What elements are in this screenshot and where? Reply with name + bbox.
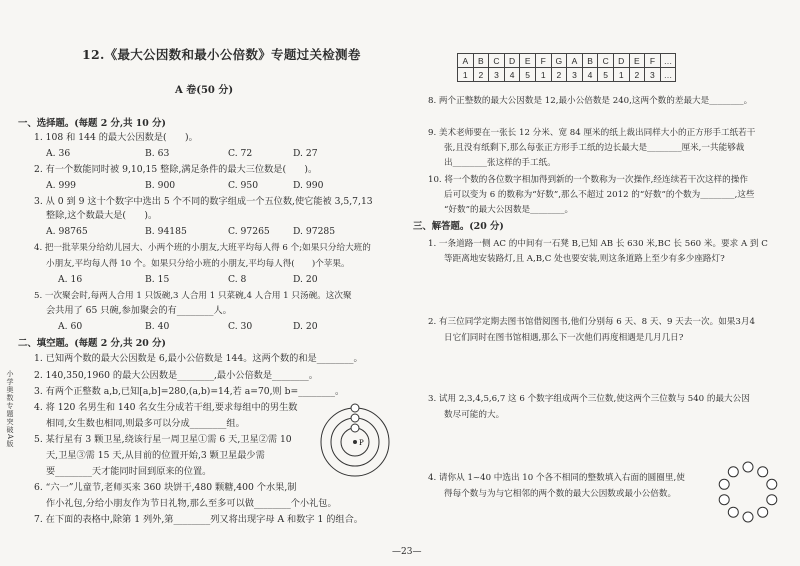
table-cell: 1 xyxy=(535,68,551,82)
s1-q3-opt-d: D. 97285 xyxy=(293,226,336,237)
table-cell: 4 xyxy=(582,68,598,82)
s1-q3-line2: 整除,这个数最大是( )。 xyxy=(46,210,158,221)
table-cell: E xyxy=(629,54,645,68)
table-cell: 2 xyxy=(551,68,567,82)
fill-q10-line3: “好数”的最大公因数是________。 xyxy=(444,205,574,215)
fill-q10-line2: 后可以变为 6 的数称为“好数”,那么不超过 2012 的“好数”的个数为________,这些 xyxy=(444,190,755,200)
table-cell: 1 xyxy=(458,68,474,82)
s1-q3-opt-b: B. 94185 xyxy=(145,226,187,237)
ring-circle xyxy=(767,495,777,505)
table-cell: E xyxy=(520,54,536,68)
ring-circle xyxy=(728,467,738,477)
table-cell: 2 xyxy=(629,68,645,82)
s3-q1-line2: 等距离地安装路灯,且 A,B,C 处也要安装,则这条道路上至少有多少座路灯? xyxy=(444,254,725,264)
table-cell: B xyxy=(473,54,489,68)
page-title: 12.《最大公因数和最小公倍数》专题过关检测卷 xyxy=(82,47,361,62)
table-cell: A xyxy=(458,54,474,68)
s2-line-7: 天,卫星③需 15 天,从目前的位置开始,3 颗卫星最少需 xyxy=(46,450,265,461)
s2-line-4: 4. 将 120 名男生和 140 名女生分成若干组,要求每组中的男生数 xyxy=(34,402,298,413)
s1-q4-opt-c: C. 8 xyxy=(228,274,247,285)
table-cell: 3 xyxy=(489,68,505,82)
s1-q4-opt-b: B. 15 xyxy=(145,274,170,285)
fill-q9-line2: 张,且没有纸剩下,那么每张正方形手工纸的边长最大是________厘米,一共能够裁 xyxy=(444,143,745,153)
s2-line-11: 7. 在下面的表格中,除第 1 列外,第________列又将出现字母 A 和数字 1 的组合。 xyxy=(34,514,363,525)
s1-q2: 2. 有一个数能同时被 9,10,15 整除,满足条件的最大三位数是( )。 xyxy=(34,164,318,175)
s2-line-6: 5. 某行星有 3 颗卫星,绕该行星一周卫星①需 6 天,卫星②需 10 xyxy=(34,434,292,445)
table-cell: F xyxy=(535,54,551,68)
table-cell: 4 xyxy=(504,68,520,82)
table-cell: 1 xyxy=(613,68,629,82)
s1-q5-opt-d: D. 20 xyxy=(293,321,318,332)
fill-q9-line3: 出________张这样的手工纸。 xyxy=(444,158,556,168)
fill-q9-line1: 9. 美术老师要在一张长 12 分米、宽 84 厘米的纸上裁出同样大小的正方形手工纸若干 xyxy=(428,128,756,138)
s1-q4-opt-d: D. 20 xyxy=(293,274,318,285)
s1-q3: 3. 从 0 到 9 这十个数字中选出 5 个不同的数字组成一个五位数,使它能被 3,5,7,13 xyxy=(34,196,373,207)
ring-circle xyxy=(728,507,738,517)
s2-line-8: 要________天才能同时回到原来的位置。 xyxy=(46,466,212,477)
s1-q1-opt-a: A. 36 xyxy=(46,148,71,159)
ring-circle xyxy=(743,462,753,472)
s1-q5: 5. 一次聚会时,每两人合用 1 只饭碗,3 人合用 1 只菜碗,4 人合用 1 只汤碗。这次聚 xyxy=(34,291,352,301)
s1-q4-line2: 小朋友,平均每人得 10 个。如果只分给小班的小朋友,平均每人得( )个苹果。 xyxy=(46,259,350,269)
orbit-figure xyxy=(318,394,392,486)
s2-line-5: 相同,女生数也相同,则最多可以分成________组。 xyxy=(46,418,245,429)
s1-q2-opt-b: B. 900 xyxy=(145,180,176,191)
table-cell: G xyxy=(551,54,567,68)
letter-number-table xyxy=(457,53,676,82)
s2-line-2: 2. 140,350,1960 的最大公因数是________,最小公倍数是________。 xyxy=(34,370,318,381)
table-cell: B xyxy=(582,54,598,68)
s2-line-10: 作小礼包,分给小朋友作为节日礼物,那么至多可以做________个小礼包。 xyxy=(46,498,337,509)
s1-q1: 1. 108 和 144 的最大公因数是( )。 xyxy=(34,132,198,143)
ring-circle xyxy=(767,479,777,489)
s1-q2-opt-d: D. 990 xyxy=(293,180,324,191)
s1-q1-opt-b: B. 63 xyxy=(145,148,170,159)
section3-heading: 三、解答题。(20 分) xyxy=(413,221,504,232)
ring-circle xyxy=(743,512,753,522)
section2-heading: 二、填空题。(每题 2 分,共 20 分) xyxy=(18,338,166,349)
table-cell: D xyxy=(504,54,520,68)
satellite-2 xyxy=(351,414,359,422)
s2-line-9: 6. “六一”儿童节,老师买来 360 块饼干,480 颗糖,400 个水果,制 xyxy=(34,482,297,493)
satellite-3 xyxy=(351,424,359,432)
table-cell: … xyxy=(660,68,676,82)
table-cell: 5 xyxy=(598,68,614,82)
paper-subtitle: A 卷(50 分) xyxy=(175,85,234,96)
s1-q5-opt-c: C. 30 xyxy=(228,321,253,332)
table-cell: 5 xyxy=(520,68,536,82)
ring-circle xyxy=(719,495,729,505)
s1-q5-opt-b: B. 40 xyxy=(145,321,170,332)
fill-q10-line1: 10. 将一个数的各位数字相加得到新的一个数称为一次操作,经连续若干次这样的操作 xyxy=(428,175,748,185)
s3-q2-line1: 2. 有三位同学定期去图书馆借阅图书,他们分别每 6 天、8 天、9 天去一次。如果3月4 xyxy=(428,317,755,327)
s3-q3-line1: 3. 试用 2,3,4,5,6,7 这 6 个数字组成两个三位数,使这两个三位数与 540 的最大公因 xyxy=(428,394,750,404)
s1-q4: 4. 把一批苹果分给幼儿园大、小两个班的小朋友,大班平均每人得 6 个;如果只分给大班的 xyxy=(34,243,371,253)
satellite-1 xyxy=(351,404,359,412)
table-cell: C xyxy=(598,54,614,68)
table-cell: … xyxy=(660,54,676,68)
table-row-letters xyxy=(458,54,676,68)
s1-q5-opt-a: A. 60 xyxy=(58,321,83,332)
s2-line-3: 3. 有两个正整数 a,b,已知[a,b]=280,(a,b)=14,若 a=70,则 b=________。 xyxy=(34,386,345,397)
table-cell: C xyxy=(489,54,505,68)
s3-q1-line1: 1. 一条道路一侧 AC 的中间有一石凳 B,已知 AB 长 630 米,BC 长 560 米。要求 A 到 C xyxy=(428,239,768,249)
s2-line-1: 1. 已知两个数的最大公因数是 6,最小公倍数是 144。这两个数的和是________。 xyxy=(34,353,363,364)
s1-q3-opt-a: A. 98765 xyxy=(46,226,88,237)
circle-ring-figure xyxy=(716,460,780,524)
table-cell: 2 xyxy=(473,68,489,82)
fill-q8: 8. 两个正整数的最大公因数是 12,最小公倍数是 240,这两个数的差最大是________。 xyxy=(428,96,753,106)
s1-q1-opt-c: C. 72 xyxy=(228,148,253,159)
ring-circle xyxy=(758,467,768,477)
table-row-numbers xyxy=(458,68,676,82)
s1-q3-opt-c: C. 97265 xyxy=(228,226,270,237)
planet-dot xyxy=(353,440,357,444)
s1-q5-line2: 会共用了 65 只碗,参加聚会的有________人。 xyxy=(46,305,232,316)
s1-q2-opt-a: A. 999 xyxy=(46,180,77,191)
side-note: 小学奥数专题突破A版 xyxy=(6,370,14,449)
table-cell: D xyxy=(613,54,629,68)
s1-q1-opt-d: D. 27 xyxy=(293,148,318,159)
table-cell: F xyxy=(645,54,661,68)
section1-heading: 一、选择题。(每题 2 分,共 10 分) xyxy=(18,118,166,129)
s1-q2-opt-c: C. 950 xyxy=(228,180,259,191)
page-number: —23— xyxy=(392,547,422,557)
table-cell: 3 xyxy=(567,68,583,82)
planet-label: P xyxy=(359,439,364,447)
s3-q4-line2: 得每个数与为与它相邻的两个数的最大公因数或最小公倍数。 xyxy=(444,489,677,499)
ring-circle xyxy=(758,507,768,517)
table-cell: A xyxy=(567,54,583,68)
table-cell: 3 xyxy=(645,68,661,82)
s3-q2-line2: 日它们同时在图书馆相遇,那么下一次他们再度相遇是几月几日? xyxy=(444,333,684,343)
s1-q4-opt-a: A. 16 xyxy=(58,274,83,285)
ring-circle xyxy=(719,479,729,489)
s3-q4-line1: 4. 请你从 1~40 中选出 10 个各不相同的整数填入右面的圆圈里,使 xyxy=(428,473,685,483)
s3-q3-line2: 数尽可能的大。 xyxy=(444,410,505,420)
